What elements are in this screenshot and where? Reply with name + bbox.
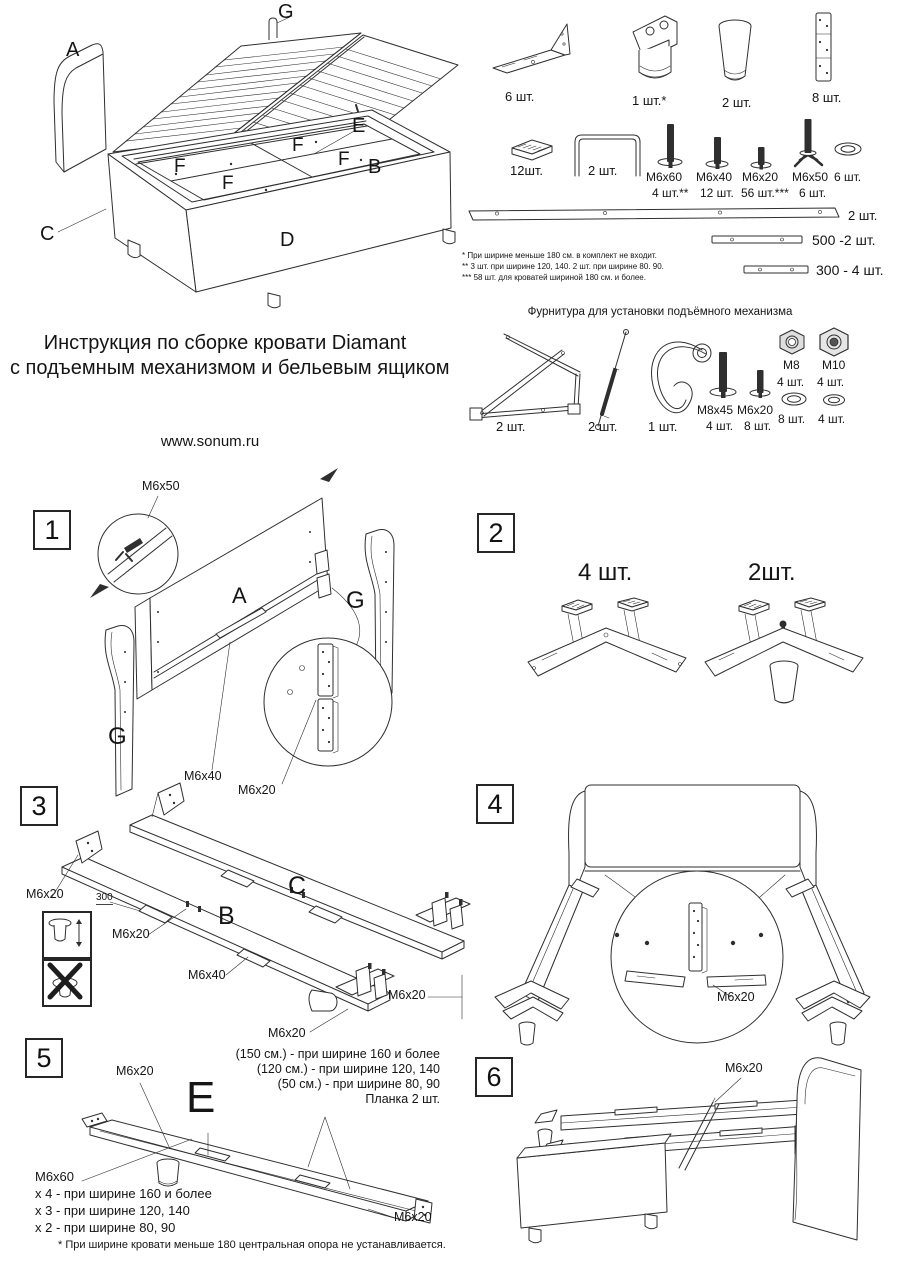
step3-b-label: B: [218, 902, 235, 930]
overview-label-g: G: [278, 1, 294, 23]
washer-4-qty: 4 шт.: [818, 412, 846, 426]
step2-bracket-feet-drawing: [520, 598, 700, 698]
bolt-m6x40-qty: 12 шт.: [700, 186, 734, 200]
washer-qty: 6 шт.: [834, 170, 862, 184]
overview-label-f4: F: [338, 149, 350, 170]
u-bracket-qty: 2 шт.: [588, 163, 618, 178]
plastic-foot-qty: 12шт.: [510, 163, 544, 178]
step2-qty4-label: 4 шт.: [578, 559, 633, 586]
bed-overview-drawing: [16, 2, 461, 304]
step-4-number: 4: [476, 784, 514, 824]
bolt-m6x60-qty: 4 шт.**: [652, 186, 689, 200]
page-title-line2: с подъемным механизмом и бельевым ящиком: [10, 357, 450, 379]
overview-label-e: E: [352, 115, 366, 137]
bolt-m6x20-size: M6x20: [742, 170, 779, 184]
overview-label-b: B: [368, 156, 382, 178]
step1-m6x40-label: M6x40: [184, 769, 222, 783]
washer-8-icon: [779, 391, 809, 408]
step5-bolt-line4: х 2 - при ширине 80, 90: [35, 1220, 176, 1235]
nut-m10-size: M10: [822, 358, 846, 372]
nut-m8-size: M8: [783, 358, 800, 372]
hw-note-2: ** 3 шт. при ширине 120, 140. 2 шт. при ширине 80. 90.: [462, 262, 664, 271]
bolt-m8x45-qty: 4 шт.: [706, 419, 734, 433]
step5-m6x20-bottom-label: M6x20: [394, 1210, 432, 1224]
step1-g-left-label: G: [108, 723, 127, 750]
bolt-m8x45-icon: [708, 348, 738, 404]
overview-label-f3: F: [222, 173, 234, 194]
step5-m6x60-label: M6x60: [35, 1169, 75, 1184]
step3-m6x20-mid-label: M6x20: [112, 927, 150, 941]
step3-m6x20-bottom-label: M6x20: [268, 1026, 306, 1040]
leg-mount-icon: [625, 10, 685, 88]
step-1-number: 1: [33, 510, 71, 550]
step1-m6x50-label: M6x50: [142, 479, 180, 493]
bolt-m6x50-size: M6x50: [792, 170, 829, 184]
gas-strut-qty: 2 шт.: [588, 419, 618, 434]
nut-m10-icon: [817, 327, 851, 357]
lift-mechanism-qty: 2 шт.: [496, 419, 526, 434]
washer-8-qty: 8 шт.: [778, 412, 806, 426]
step-6-number: 6: [475, 1057, 513, 1097]
washer-icon: [832, 140, 864, 158]
nut-m10-qty: 4 шт.: [817, 375, 845, 389]
overview-label-f2: F: [292, 135, 304, 156]
bolt-m6x40-size: M6x40: [696, 170, 733, 184]
step-3-number: 3: [20, 786, 58, 826]
step5-m6x20-top-label: M6x20: [116, 1064, 154, 1078]
bolt-m6x20-qty: 56 шт.***: [741, 186, 789, 200]
step-5: [20, 1035, 465, 1257]
step2-qty2-label: 2шт.: [748, 559, 796, 586]
bolt-m6x20-lift-qty: 8 шт.: [744, 419, 772, 433]
lift-hardware: [460, 302, 900, 454]
rail-300-qty: 300 - 4 шт.: [816, 262, 884, 278]
corner-bracket-qty: 6 шт.: [505, 89, 535, 104]
connector-plate-icon: [810, 10, 838, 86]
lift-mechanism-icon: [468, 328, 583, 423]
cylinder-leg-icon: [715, 18, 755, 88]
bolt-m6x20-lift-size: M6x20: [737, 403, 774, 417]
washer-4-icon: [821, 393, 848, 408]
bolt-m6x60-size: M6x60: [646, 170, 683, 184]
bolt-m6x40-icon: [702, 134, 732, 174]
bed-overview: [16, 2, 461, 304]
step1-m6x20-label: M6x20: [238, 783, 276, 797]
step3-m6x20-left-label: M6x20: [26, 887, 64, 901]
step-5-number: 5: [25, 1038, 63, 1078]
website-link: www.sonum.ru: [160, 433, 260, 450]
nut-m8-icon: [777, 329, 807, 355]
rail-300-icon: [742, 264, 812, 276]
hw-note-1: * При ширине меньше 180 см. в комплект не входит.: [462, 251, 657, 260]
step1-a-label: A: [232, 583, 247, 608]
leg-mount-qty: 1 шт.*: [632, 93, 667, 108]
plastic-foot-icon: [506, 136, 554, 164]
page-footnote: * При ширине кровати меньше 180 центральная опора не устанавливается.: [58, 1239, 446, 1251]
step5-plank-line3: (50 см.) - при ширине 80, 90: [277, 1077, 440, 1091]
step5-plank-line1: (150 см.) - при ширине 160 и более: [235, 1047, 440, 1061]
long-rail-qty: 2 шт.: [848, 208, 878, 223]
step6-m6x20-label: M6x20: [725, 1061, 763, 1075]
step-2: [470, 550, 900, 710]
foot-adjust-allowed-icon: [42, 911, 92, 959]
bolt-m6x50-qty: 6 шт.: [799, 186, 827, 200]
rail-500-icon: [710, 234, 806, 246]
bolt-m6x60-icon: [655, 122, 685, 172]
step-2-number: 2: [477, 513, 515, 553]
connector-plate-qty: 8 шт.: [812, 90, 842, 105]
step2-bracket-leg-drawing: [695, 598, 885, 710]
overview-label-a: A: [66, 39, 80, 61]
step-1: [20, 462, 460, 807]
step5-bolt-line2: х 4 - при ширине 160 и более: [35, 1186, 212, 1201]
step5-bolt-line3: х 3 - при ширине 120, 140: [35, 1203, 190, 1218]
step5-e-label: E: [186, 1073, 216, 1122]
overview-label-f1: F: [174, 156, 186, 177]
step-1-drawing: [20, 462, 460, 807]
step5-plank-line2: (120 см.) - при ширине 120, 140: [256, 1062, 440, 1076]
overview-label-c: C: [40, 223, 55, 245]
nut-m8-qty: 4 шт.: [777, 375, 805, 389]
long-rail-icon: [465, 206, 843, 222]
step4-m6x20-label: M6x20: [717, 990, 755, 1004]
step1-g-right-label: G: [346, 587, 365, 614]
step5-plank-line4: Планка 2 шт.: [365, 1092, 440, 1106]
step3-dim-300-label: 300: [96, 892, 113, 903]
hw-note-3: *** 58 шт. для кроватей шириной 180 см. и более.: [462, 273, 646, 282]
page-title-line1: Инструкция по сборке кровати Diamant: [43, 332, 407, 354]
bolt-m6x50-icon: [790, 118, 826, 172]
step3-m6x20-right-label: M6x20: [388, 988, 426, 1002]
step-3: [18, 775, 468, 1045]
corner-bracket-icon: [485, 18, 575, 80]
step3-c-label: C: [288, 872, 307, 900]
hardware-list: [460, 0, 900, 302]
step-6: [465, 1040, 900, 1255]
bolt-m8x45-size: M8x45: [697, 403, 734, 417]
foot-remove-forbidden-icon: [42, 959, 92, 1007]
step3-m6x40-label: M6x40: [188, 968, 226, 982]
step-6-drawing: [465, 1040, 900, 1255]
step-4: [465, 775, 900, 1065]
step-4-drawing: [465, 775, 900, 1065]
rail-500-qty: 500 -2 шт.: [812, 232, 876, 248]
lift-hardware-title: Фурнитура для установки подъёмного механизма: [527, 306, 793, 318]
overview-label-d: D: [280, 229, 295, 251]
strap-qty: 1 шт.: [648, 419, 678, 434]
cylinder-leg-qty: 2 шт.: [722, 95, 752, 110]
bolt-m6x20-lift-icon: [747, 364, 773, 404]
